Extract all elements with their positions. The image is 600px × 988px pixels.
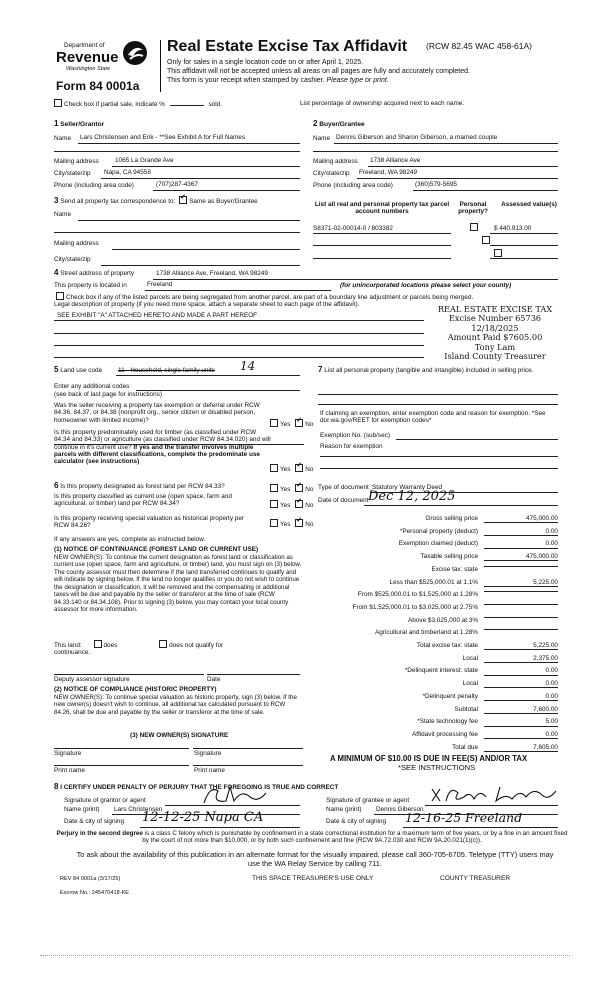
current-use-no-label: No <box>305 502 314 509</box>
compliance-body: NEW OWNER(S): To continue special valuation as historic property, sign (3) below. If the new owner(s) doesn't wish to continue, all additional tax calculated pursuant to RCW 84.26, shall be due and payable by the seller or transferor at the time of sale. <box>54 694 297 716</box>
tax-row <box>308 642 558 653</box>
ownership-instruction: List percentage of ownership acquired next to each name. <box>300 100 465 107</box>
document-date-label: Date of document <box>318 497 369 504</box>
grantee-date-line <box>403 827 558 828</box>
assessed-line-1 <box>490 233 558 234</box>
correspondence-address-label: Mailing address <box>54 240 99 247</box>
historic-yes-checkbox[interactable] <box>270 519 278 527</box>
rcw-reference: (RCW 82.45 WAC 458-61A) <box>426 41 532 51</box>
revision-number: REV 84 0001a (3/17/25) <box>60 876 121 882</box>
correspondence-heading <box>54 196 258 205</box>
tax-row <box>308 731 558 742</box>
grantee-signature-line <box>425 805 558 806</box>
state-name: Washington State <box>66 66 111 72</box>
grantor-name-field[interactable]: Lars Christensen <box>114 806 163 813</box>
timber-question-bold: If yes and the transfer involves multiple parcels with different classifications, complete the predominate use calculator (see instructions) <box>54 443 260 466</box>
continuance-label: continuance. <box>54 649 91 656</box>
tax-row-amount[interactable]: 5,225.00 <box>484 642 558 650</box>
dor-logo <box>56 40 152 76</box>
land-use-handwritten-code[interactable]: 14 <box>240 359 256 373</box>
tax-row-label: From $525,000.01 to $1,525,000 at 1.28% <box>357 591 478 599</box>
seller-heading-text: Seller/Grantor <box>60 121 105 128</box>
same-as-buyer-checkbox[interactable] <box>179 196 187 204</box>
agency-name: Revenue <box>56 49 119 66</box>
grantee-date-field[interactable]: 12-16-25 Freeland <box>405 810 523 825</box>
grantee-date-label: Date & city of signing <box>326 818 387 825</box>
tax-row <box>308 617 558 628</box>
buyer-city-label: City/state/zip <box>313 170 350 177</box>
continuance-heading: (1) NOTICE OF CONTINUANCE (FOREST LAND OR CURRENT USE) <box>54 546 259 553</box>
forest-land-question <box>54 481 264 490</box>
assessor-signature-label: Deputy assessor signature <box>54 676 130 683</box>
assessor-date-line <box>207 674 300 675</box>
personal-property-line-2 <box>318 404 558 405</box>
grantor-date-field[interactable]: 12-12-25 Napa CA <box>142 810 264 825</box>
grantee-name-field[interactable]: Dennis Giberson <box>376 806 424 813</box>
timber-yes-checkbox[interactable] <box>270 464 278 472</box>
grantee-signature-label: Signature of grantee or agent <box>326 797 410 804</box>
exemption-no-label: No <box>305 421 314 428</box>
exemption-question: Was the seller receiving a property tax exemption or deferral under RCW 84.36, 84.37, or 84.38 (nonprofit org., senior citizen or disabled person, homeowner with limited income)? <box>54 402 260 424</box>
see-instructions: *SEE INSTRUCTIONS <box>398 763 476 772</box>
buyer-extra-line <box>313 151 558 152</box>
form-title: Real Estate Excise Tax Affidavit <box>167 38 408 55</box>
section-2-number: 2 <box>313 119 318 128</box>
bottom-scan-artifact <box>40 955 570 956</box>
section-1-number: 1 <box>54 119 59 128</box>
buyer-name-field[interactable]: Dennis Giberson and Sharon Giberson, a married couple <box>336 134 498 141</box>
tax-row <box>308 553 558 564</box>
tax-row-label: *Personal property (deduct) <box>399 527 478 535</box>
tax-row-label: *State technology fee <box>417 718 478 726</box>
partial-sale-checkbox[interactable] <box>54 99 62 107</box>
correspondence-name-label: Name <box>54 211 72 218</box>
owner-print-line-1 <box>54 765 189 766</box>
grantor-name-label: Name (print) <box>64 806 100 813</box>
certification-heading <box>54 782 338 791</box>
section-8-number: 8 <box>54 782 59 791</box>
additional-codes-label: Enter any additional codes <box>54 383 130 390</box>
exemption-claim-text: If claiming an exemption, enter exemption code and reason for exemption. *See dor.wa.gov/REET for exemption codes* <box>320 410 546 425</box>
county-treasurer-label: COUNTY TREASURER <box>440 875 511 882</box>
personal-property-list-text: List all personal property (tangible and intangible) included in selling price. <box>324 367 534 374</box>
seller-name-field[interactable]: Lars Christensen and Erik - **See Exhibit A for Full Names <box>80 134 246 141</box>
exemption-no-checkbox[interactable] <box>295 419 303 427</box>
tax-row-amount[interactable]: 0.00 <box>484 540 558 548</box>
owner-signature-line-2 <box>193 748 303 749</box>
revenue-logo-icon <box>122 40 148 66</box>
document-type-field[interactable]: Statutory Warranty Deed <box>372 484 443 491</box>
historic-no-checkbox[interactable] <box>295 519 303 527</box>
legal-description-label: Legal description of property (if you need more space, attach a separate sheet to each page of the affidavit). <box>54 301 360 308</box>
stamp-line-4: Amount Paid $7605.00 <box>447 332 543 343</box>
header-line-3-text: This form is your receipt when stamped by cashier. <box>167 77 327 84</box>
buyer-address-label: Mailing address <box>313 158 358 165</box>
parcel-line-1 <box>313 233 451 234</box>
tax-row-label: *Delinquent penalty <box>422 692 478 700</box>
current-use-yes-label: Yes <box>280 502 291 509</box>
new-owner-signature-heading: (3) NEW OWNER(S) SIGNATURE <box>130 732 229 739</box>
timber-no-label: No <box>305 466 314 473</box>
assessed-value-column-header: Assessed value(s) <box>501 201 557 208</box>
tax-row-amount[interactable]: 5,225.00 <box>484 579 558 587</box>
timber-yes-no <box>270 464 313 473</box>
forest-land-question-text: Is this property designated as forest land per RCW 84.33? <box>60 483 225 490</box>
tax-row-label: Exemption claimed (deduct) <box>398 540 478 548</box>
tax-row-label: Taxable selling price <box>420 553 478 561</box>
correspondence-name-line <box>78 220 300 221</box>
tax-row-label: Gross selling price <box>425 515 478 522</box>
tax-row-amount[interactable]: 0.00 <box>484 528 558 536</box>
tax-row-amount[interactable]: 0.00 <box>484 731 558 739</box>
tax-row <box>308 667 558 678</box>
land-does-label: does <box>103 642 118 649</box>
land-use-label: Land use code <box>60 367 103 374</box>
tax-row <box>308 566 558 577</box>
stamp-line-3: 12/18/2025 <box>471 322 519 333</box>
seller-address-line <box>112 166 300 167</box>
grantor-date-line <box>140 827 300 828</box>
land-does-not-checkbox[interactable] <box>159 640 167 648</box>
personal-property-list-heading <box>318 365 563 374</box>
grantee-name-label: Name (print) <box>326 806 362 813</box>
tax-row-label: From $1,525,000.01 to $3,025,000 at 2.75% <box>352 603 478 611</box>
seller-address-label: Mailing address <box>54 158 99 165</box>
seller-extra-line <box>54 151 300 152</box>
assessed-line-2 <box>490 245 558 246</box>
same-as-buyer-label: Same as Buyer/Grantee <box>189 198 258 205</box>
compliance-heading: (2) NOTICE OF COMPLIANCE (HISTORIC PROPERTY) <box>54 686 217 693</box>
seller-phone-label: Phone (including area code) <box>54 182 134 189</box>
seller-name-label: Name <box>54 135 72 142</box>
buyer-city-field[interactable]: Freeland, WA 98249 <box>359 169 418 176</box>
header-line-3 <box>167 77 389 85</box>
exemption-number-label: Exemption No. (sub/sec) <box>320 432 390 439</box>
buyer-heading <box>313 119 365 129</box>
segregation-checkbox[interactable] <box>56 292 64 300</box>
exemption-yes-checkbox[interactable] <box>270 419 278 427</box>
land-qualify-row <box>54 640 223 649</box>
parcel-line-2 <box>313 245 451 246</box>
parcel-line-3 <box>313 258 451 259</box>
perjury-notice <box>54 830 570 844</box>
tax-row <box>308 528 558 539</box>
partial-sale-label: Check box if partial sale, indicate % <box>64 101 165 108</box>
continuance-body: NEW OWNER(S): To continue the current designation as forest land or classification as current use (open space, farm and agriculture, or timber) land, you must sign on (3) below. The county assessor must then determine if the land transferred continues to qualify and will indicate by signing below. If the land no longer qualifies or you do not wish to continue the designation or classification, it will be removed and the compensating or additional taxes will be due and payable by the seller or transferor at the time of sale (RCW 84.33.140 or 84.34.108). Prior to signing (3) below, you may contact your local county assessor for more information. <box>54 554 302 614</box>
historic-yes-no <box>270 519 313 528</box>
tax-row-amount[interactable] <box>484 629 558 630</box>
parcel-number-field[interactable]: S8371-02-00014-0 / 803382 <box>313 225 393 232</box>
historic-question: Is this property receiving special valuation as historical property per RCW 84.26? <box>54 515 245 530</box>
legal-line-4 <box>54 357 424 358</box>
exemption-number-line <box>396 439 558 440</box>
tax-row <box>308 579 558 590</box>
tax-row <box>308 591 558 602</box>
buyer-name-line <box>334 143 558 144</box>
correspondence-city-label: City/state/zip <box>54 256 91 263</box>
forest-no-label: No <box>305 486 314 493</box>
document-date-field[interactable]: Dec 12, 2025 <box>368 489 456 504</box>
owner-signature-label-1: Signature <box>54 750 82 757</box>
owner-signature-line-1 <box>54 748 189 749</box>
tax-row <box>308 655 558 666</box>
buyer-phone-label: Phone (including area code) <box>313 182 393 189</box>
land-does-not-label: does not qualify for <box>169 642 224 649</box>
minimum-fee-notice: A MINIMUM OF $10.00 IS DUE IN FEE(S) AND/OR TAX <box>330 754 528 763</box>
tax-row-label: Agricultural and timberland at 1.28% <box>374 629 478 637</box>
owner-print-label-2: Print name <box>194 767 225 774</box>
correspondence-extra-line <box>54 232 300 233</box>
street-address-line <box>153 279 558 280</box>
stamp-line-1: REAL ESTATE EXCISE TAX <box>437 304 553 314</box>
tax-row-amount[interactable]: 475,000.00 <box>484 515 558 523</box>
buyer-name-label: Name <box>313 135 331 142</box>
tax-row-label: Total excise tax: state <box>416 642 478 649</box>
tax-row-amount[interactable] <box>484 591 558 592</box>
grantor-signature[interactable] <box>200 783 270 807</box>
current-use-yes-checkbox[interactable] <box>270 500 278 508</box>
section-6-number: 6 <box>54 481 59 490</box>
assessed-line-3 <box>490 258 558 259</box>
seller-address-field[interactable]: 1065 La Grande Ave <box>115 157 174 164</box>
partial-sale-row <box>54 99 222 108</box>
this-land-label: This land: <box>54 642 82 649</box>
segregation-row <box>56 292 556 301</box>
legal-line-2 <box>54 333 424 334</box>
timber-yes-label: Yes <box>280 466 291 473</box>
legal-line-3 <box>54 345 424 346</box>
exemption-reason-line-2 <box>320 468 558 469</box>
forest-no-checkbox[interactable] <box>295 484 303 492</box>
parcel-column-header: List all real and personal property tax parcel account numbers <box>314 201 450 216</box>
certification-heading-text: I CERTIFY UNDER PENALTY OF PERJURY THAT THE FOREGOING IS TRUE AND CORRECT <box>60 784 339 791</box>
exemption-reason-line-1 <box>320 456 558 457</box>
exemption-yes-no <box>270 419 313 428</box>
partial-sale-sold-label: sold. <box>208 101 222 108</box>
grantor-date-label: Date & city of signing <box>64 818 125 825</box>
tax-row-label: Subtotal <box>454 705 478 713</box>
tax-row-amount[interactable]: 475,000.00 <box>484 553 558 561</box>
section-7-number: 7 <box>318 365 323 374</box>
alternate-format-notice: To ask about the availability of this publication in an alternate format for the visually impaired, please call 360-705-6705. Teletype (TTY) users may use the WA Relay Service by calling 711. <box>76 850 554 869</box>
correspondence-city-line <box>101 265 300 266</box>
dept-label: Department of <box>64 42 105 49</box>
tax-row-label: Excise tax: state <box>431 565 478 573</box>
owner-signature-label-2: Signature <box>194 750 222 757</box>
owner-print-label-1: Print name <box>54 767 85 774</box>
buyer-phone-field[interactable]: (360)579-5695 <box>415 181 457 188</box>
tax-row <box>308 706 558 717</box>
tax-row-amount[interactable]: 0.00 <box>484 693 558 701</box>
historic-no-label: No <box>305 521 314 528</box>
tax-row <box>308 718 558 729</box>
stamp-line-6: Island County Treasurer <box>444 351 546 362</box>
stamp-line-5: Tony Lam <box>474 341 516 352</box>
tax-row-label: Above $3,025,000 at 3% <box>408 616 478 624</box>
seller-city-label: City/state/zip <box>54 170 91 177</box>
legal-line-1 <box>54 320 424 321</box>
grantee-signature[interactable] <box>430 783 560 805</box>
tax-row-amount[interactable]: 5.00 <box>484 718 558 726</box>
header-line-2: This affidavit will not be accepted unless all areas on all pages are fully and accurately completed. <box>167 68 470 75</box>
seller-name-line <box>78 143 300 144</box>
tax-row <box>308 693 558 704</box>
land-use-line <box>116 375 300 376</box>
tax-row <box>308 680 558 691</box>
perjury-bold: Perjury in the second degree <box>56 830 143 837</box>
tax-row-amount[interactable]: 0.00 <box>484 667 558 675</box>
section-5-number: 5 <box>54 365 59 374</box>
location-field[interactable]: Freeland <box>147 281 173 288</box>
treasurer-stamp <box>420 305 570 362</box>
tax-row <box>308 515 558 526</box>
additional-codes-note: (see back of last page for instructions) <box>54 391 162 398</box>
tax-row <box>308 604 558 615</box>
correspondence-address-line <box>112 249 300 250</box>
treasurer-use-label: THIS SPACE TREASURER'S USE ONLY <box>252 875 374 882</box>
escrow-number: Escrow No.: 245470418-KE <box>60 890 130 896</box>
header-line-3-emphasis: Please type or print. <box>326 77 389 84</box>
document-date-line <box>364 505 558 506</box>
tax-row-label: *Delinquent interest: state <box>404 667 478 675</box>
section-3-number: 3 <box>54 196 59 205</box>
document-type-label: Type of document <box>318 484 369 491</box>
buyer-address-line <box>368 166 558 167</box>
assessor-signature-line <box>54 674 204 675</box>
forest-yes-checkbox[interactable] <box>270 484 278 492</box>
partial-sale-percent-field[interactable] <box>170 105 204 106</box>
correspondence-heading-text: Send all property tax correspondence to: <box>60 198 176 205</box>
location-note: (for unincorporated locations please select your county) <box>340 282 512 289</box>
tax-row <box>308 629 558 640</box>
location-line <box>145 290 331 291</box>
tax-row <box>308 744 558 755</box>
personal-property-line-1 <box>318 394 558 395</box>
tax-row-label: Local <box>462 654 478 662</box>
buyer-phone-line <box>413 190 558 191</box>
yes-instruction: If any answers are yes, complete as instructed below. <box>54 536 206 543</box>
seller-city-field[interactable]: Napa, CA 94558 <box>104 169 151 176</box>
stamp-line-2: Excise Number 65736 <box>448 313 542 324</box>
perjury-text: is a class C felony which is punishable by confinement in a state correctional institution for a maximum term of five years, or by a fine in an amount fixed by the court of not more than $10,000, or by both such confinement and fine (RCW 9A.72.030 and RCW 9A.20.021(1)(c)). <box>142 830 568 845</box>
current-use-question: Is this property classified as current use (open space, farm and agricultural, or timber) land per RCW 84.34? <box>54 493 232 508</box>
tax-row-amount[interactable] <box>484 604 558 605</box>
header-divider <box>160 40 161 92</box>
personal-property-checkbox-2[interactable] <box>482 236 490 244</box>
tax-row-label: Total due <box>452 743 478 751</box>
grantor-signature-label: Signature of grantor or agent <box>64 797 146 804</box>
tax-row-amount[interactable] <box>484 617 558 618</box>
street-address-label: Street address of property <box>60 270 135 277</box>
personal-property-column-header: Personal property? <box>458 201 488 216</box>
personal-property-checkbox-1[interactable] <box>470 223 478 231</box>
exemption-yes-label: Yes <box>280 421 291 428</box>
seller-heading <box>54 119 104 129</box>
tax-row-label: Affidavit processing fee <box>412 730 478 738</box>
seller-phone-field[interactable]: (707)287-4367 <box>156 181 198 188</box>
seller-phone-line <box>153 190 300 191</box>
assessor-date-label: Date <box>207 676 221 683</box>
header-line-1: Only for sales in a single location code on or after April 1, 2025. <box>167 59 364 66</box>
historic-yes-label: Yes <box>280 521 291 528</box>
buyer-address-field[interactable]: 1738 Alliance Ave <box>370 157 421 164</box>
tax-row-amount[interactable] <box>484 566 558 567</box>
personal-property-checkbox-3[interactable] <box>494 249 502 257</box>
section-4-number: 4 <box>54 268 59 277</box>
tax-row-label: Less than $525,000.01 at 1.1% <box>389 578 478 586</box>
land-use-struck-code: 11 - Household, single family units <box>118 367 215 374</box>
tax-row-amount[interactable]: 0.00 <box>484 680 558 688</box>
buyer-city-line <box>357 178 558 179</box>
timber-question-text: Is this property predominately used for timber (as classified under RCW 84.34 and 84.33) or agriculture (as classified under RCW 84.34.020) and will continue in it's current use? <box>54 429 271 451</box>
forest-yes-label: Yes <box>280 486 291 493</box>
tax-row-amount[interactable]: 7,605.00 <box>484 744 558 752</box>
timber-no-checkbox[interactable] <box>295 464 303 472</box>
location-label: This property is located in <box>54 282 127 289</box>
tax-row-amount[interactable]: 2,375.00 <box>484 655 558 663</box>
owner-print-line-2 <box>193 765 303 766</box>
street-address-row <box>54 268 134 277</box>
timber-question <box>54 429 272 466</box>
buyer-heading-text: Buyer/Grantee <box>319 121 365 128</box>
tax-row <box>308 540 558 551</box>
exemption-reason-label: Reason for exemption <box>320 443 383 450</box>
assessed-value-field[interactable]: $ 440,913.00 <box>494 225 532 232</box>
land-use-row <box>54 365 102 374</box>
segregation-text: Check box if any of the listed parcels are being segregated from another parcel, are part of a boundary line adjustment or parcels being merged. <box>66 294 474 301</box>
timber-question-underline <box>54 444 304 445</box>
street-address-field[interactable]: 1738 Alliance Ave, Freeland, WA 98249 <box>156 270 268 277</box>
legal-description-field[interactable]: SEE EXHIBIT "A" ATTACHED HERETO AND MADE A PART HEREOF <box>57 312 258 319</box>
form-number: Form 84 0001a <box>56 79 140 93</box>
tax-row-label: Local <box>462 680 478 688</box>
seller-city-line <box>101 178 300 179</box>
land-does-checkbox[interactable] <box>94 640 102 648</box>
tax-row-amount[interactable]: 7,600.00 <box>484 706 558 714</box>
current-use-no-checkbox[interactable] <box>295 500 303 508</box>
current-use-yes-no <box>270 500 313 509</box>
forest-yes-no <box>270 484 313 493</box>
